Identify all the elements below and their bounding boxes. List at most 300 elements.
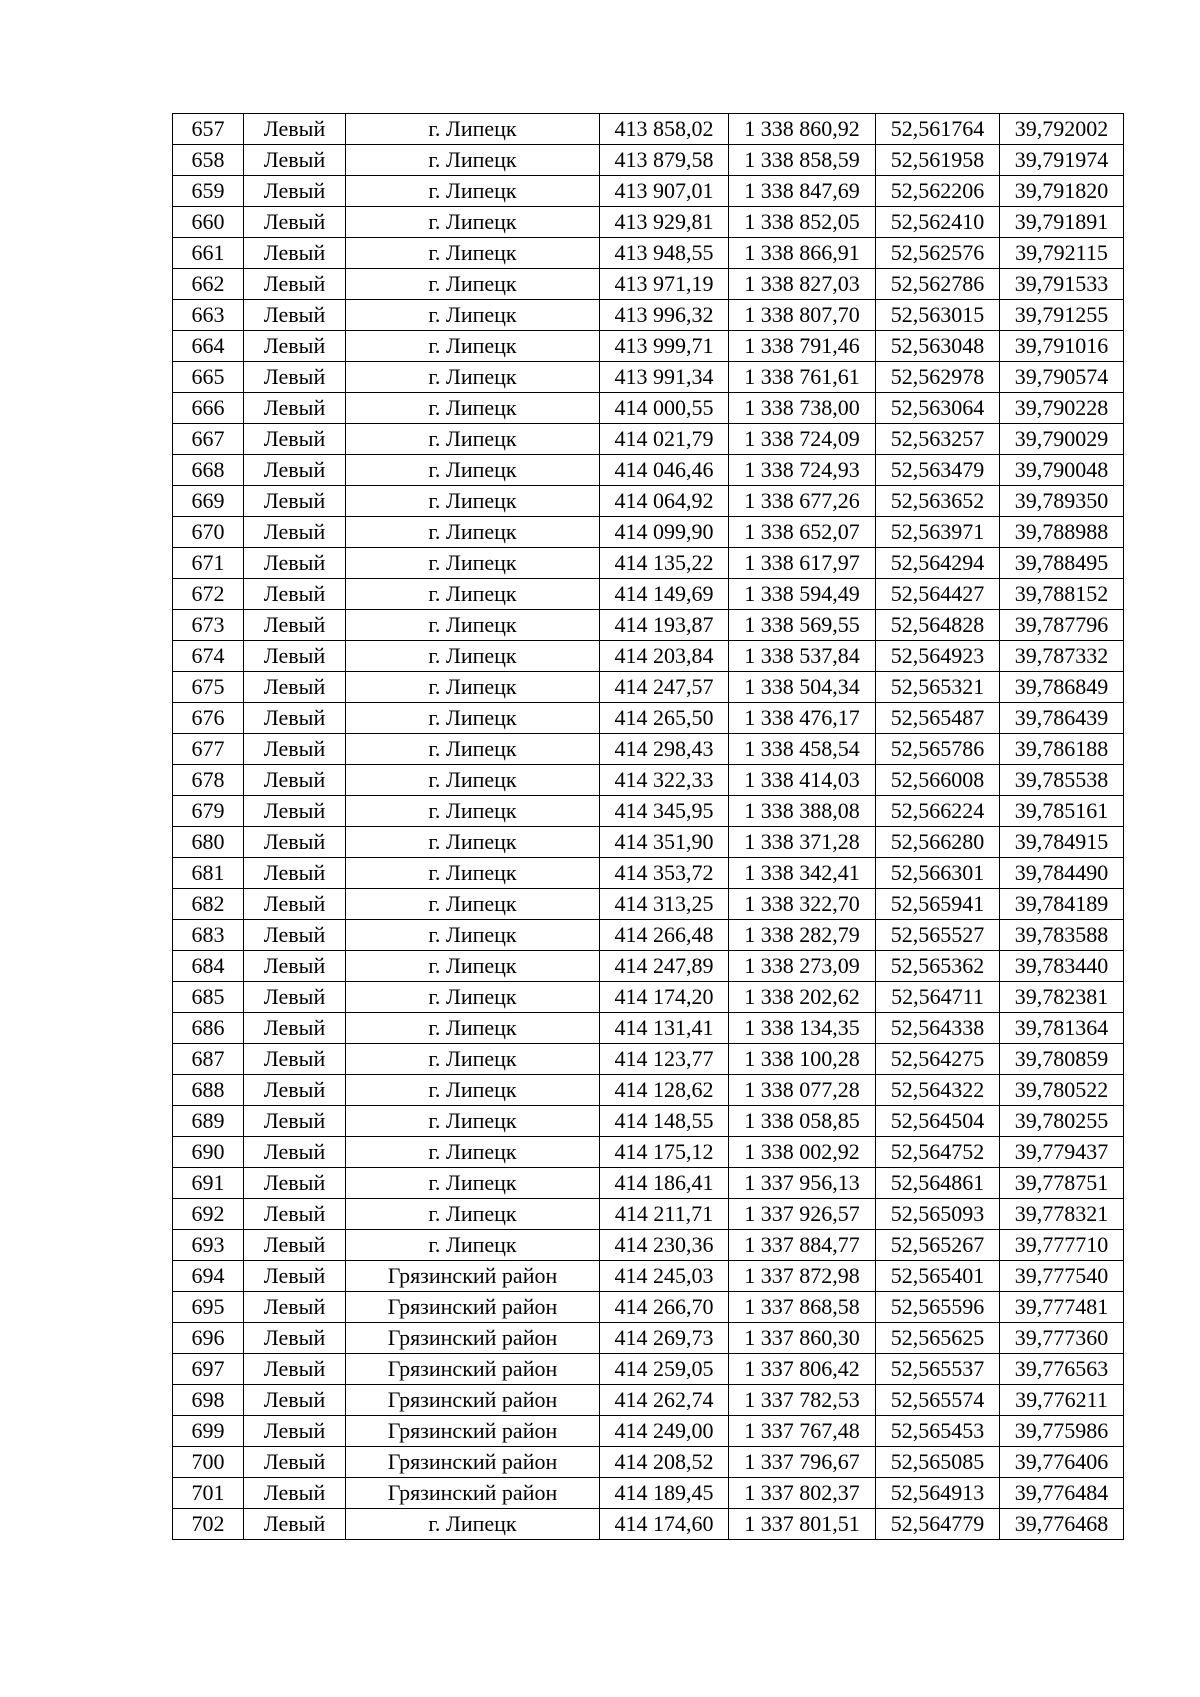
latitude-cell: 52,564779 — [876, 1509, 1000, 1540]
latitude-cell: 52,566301 — [876, 858, 1000, 889]
longitude-cell: 39,790574 — [1000, 362, 1124, 393]
bank-side-cell: Левый — [244, 300, 346, 331]
table-row — [173, 1478, 1124, 1509]
latitude-cell: 52,564923 — [876, 641, 1000, 672]
table-row — [173, 765, 1124, 796]
coordinates-table — [172, 113, 1124, 1540]
latitude-cell: 52,565321 — [876, 672, 1000, 703]
bank-side-cell: Левый — [244, 579, 346, 610]
bank-side-cell: Левый — [244, 1106, 346, 1137]
latitude-cell: 52,564828 — [876, 610, 1000, 641]
longitude-cell: 39,783440 — [1000, 951, 1124, 982]
bank-side-cell: Левый — [244, 1385, 346, 1416]
latitude-cell: 52,564427 — [876, 579, 1000, 610]
coord-y-cell: 1 337 884,77 — [729, 1230, 876, 1261]
latitude-cell: 52,565625 — [876, 1323, 1000, 1354]
territory-cell: г. Липецк — [346, 207, 600, 238]
bank-side-cell: Левый — [244, 1168, 346, 1199]
point-number-cell: 689 — [173, 1106, 244, 1137]
coord-y-cell: 1 338 322,70 — [729, 889, 876, 920]
latitude-cell: 52,562978 — [876, 362, 1000, 393]
table-row — [173, 548, 1124, 579]
latitude-cell: 52,564504 — [876, 1106, 1000, 1137]
point-number-cell: 680 — [173, 827, 244, 858]
longitude-cell: 39,783588 — [1000, 920, 1124, 951]
bank-side-cell: Левый — [244, 1044, 346, 1075]
coord-y-cell: 1 338 342,41 — [729, 858, 876, 889]
coord-x-cell: 414 265,50 — [600, 703, 729, 734]
longitude-cell: 39,784189 — [1000, 889, 1124, 920]
latitude-cell: 52,565401 — [876, 1261, 1000, 1292]
latitude-cell: 52,562206 — [876, 176, 1000, 207]
coord-x-cell: 414 262,74 — [600, 1385, 729, 1416]
latitude-cell: 52,566224 — [876, 796, 1000, 827]
coord-y-cell: 1 338 100,28 — [729, 1044, 876, 1075]
territory-cell: г. Липецк — [346, 393, 600, 424]
territory-cell: г. Липецк — [346, 796, 600, 827]
point-number-cell: 690 — [173, 1137, 244, 1168]
coord-y-cell: 1 338 761,61 — [729, 362, 876, 393]
longitude-cell: 39,785538 — [1000, 765, 1124, 796]
coord-x-cell: 414 266,48 — [600, 920, 729, 951]
bank-side-cell: Левый — [244, 858, 346, 889]
territory-cell: г. Липецк — [346, 889, 600, 920]
territory-cell: г. Липецк — [346, 765, 600, 796]
coord-y-cell: 1 338 414,03 — [729, 765, 876, 796]
coord-x-cell: 414 174,60 — [600, 1509, 729, 1540]
territory-cell: г. Липецк — [346, 238, 600, 269]
bank-side-cell: Левый — [244, 1509, 346, 1540]
point-number-cell: 700 — [173, 1447, 244, 1478]
latitude-cell: 52,566280 — [876, 827, 1000, 858]
point-number-cell: 661 — [173, 238, 244, 269]
coordinates-table-body — [173, 114, 1124, 1540]
coord-x-cell: 414 203,84 — [600, 641, 729, 672]
latitude-cell: 52,565596 — [876, 1292, 1000, 1323]
bank-side-cell: Левый — [244, 362, 346, 393]
table-row — [173, 238, 1124, 269]
table-row — [173, 1323, 1124, 1354]
territory-cell: г. Липецк — [346, 1137, 600, 1168]
latitude-cell: 52,561958 — [876, 145, 1000, 176]
bank-side-cell: Левый — [244, 1478, 346, 1509]
table-row — [173, 672, 1124, 703]
coord-y-cell: 1 338 202,62 — [729, 982, 876, 1013]
longitude-cell: 39,775986 — [1000, 1416, 1124, 1447]
point-number-cell: 675 — [173, 672, 244, 703]
coord-y-cell: 1 338 791,46 — [729, 331, 876, 362]
coord-y-cell: 1 337 956,13 — [729, 1168, 876, 1199]
table-row — [173, 858, 1124, 889]
coord-y-cell: 1 338 594,49 — [729, 579, 876, 610]
latitude-cell: 52,565487 — [876, 703, 1000, 734]
territory-cell: г. Липецк — [346, 951, 600, 982]
longitude-cell: 39,789350 — [1000, 486, 1124, 517]
latitude-cell: 52,565786 — [876, 734, 1000, 765]
bank-side-cell: Левый — [244, 672, 346, 703]
coord-y-cell: 1 337 802,37 — [729, 1478, 876, 1509]
bank-side-cell: Левый — [244, 145, 346, 176]
coord-y-cell: 1 338 738,00 — [729, 393, 876, 424]
coord-x-cell: 414 128,62 — [600, 1075, 729, 1106]
bank-side-cell: Левый — [244, 207, 346, 238]
table-row — [173, 331, 1124, 362]
latitude-cell: 52,563652 — [876, 486, 1000, 517]
coord-x-cell: 414 247,57 — [600, 672, 729, 703]
territory-cell: г. Липецк — [346, 1199, 600, 1230]
point-number-cell: 691 — [173, 1168, 244, 1199]
longitude-cell: 39,791255 — [1000, 300, 1124, 331]
coord-x-cell: 414 193,87 — [600, 610, 729, 641]
longitude-cell: 39,791974 — [1000, 145, 1124, 176]
coord-y-cell: 1 338 617,97 — [729, 548, 876, 579]
point-number-cell: 659 — [173, 176, 244, 207]
coord-x-cell: 414 208,52 — [600, 1447, 729, 1478]
bank-side-cell: Левый — [244, 889, 346, 920]
territory-cell: г. Липецк — [346, 548, 600, 579]
latitude-cell: 52,563479 — [876, 455, 1000, 486]
table-row — [173, 1044, 1124, 1075]
territory-cell: г. Липецк — [346, 579, 600, 610]
coord-x-cell: 414 175,12 — [600, 1137, 729, 1168]
coord-y-cell: 1 337 872,98 — [729, 1261, 876, 1292]
territory-cell: г. Липецк — [346, 362, 600, 393]
latitude-cell: 52,566008 — [876, 765, 1000, 796]
point-number-cell: 667 — [173, 424, 244, 455]
longitude-cell: 39,788988 — [1000, 517, 1124, 548]
table-row — [173, 424, 1124, 455]
territory-cell: г. Липецк — [346, 703, 600, 734]
longitude-cell: 39,791891 — [1000, 207, 1124, 238]
coord-x-cell: 414 249,00 — [600, 1416, 729, 1447]
coord-y-cell: 1 338 860,92 — [729, 114, 876, 145]
bank-side-cell: Левый — [244, 641, 346, 672]
latitude-cell: 52,565085 — [876, 1447, 1000, 1478]
bank-side-cell: Левый — [244, 920, 346, 951]
coord-x-cell: 414 135,22 — [600, 548, 729, 579]
latitude-cell: 52,564861 — [876, 1168, 1000, 1199]
point-number-cell: 693 — [173, 1230, 244, 1261]
point-number-cell: 695 — [173, 1292, 244, 1323]
point-number-cell: 678 — [173, 765, 244, 796]
longitude-cell: 39,786849 — [1000, 672, 1124, 703]
coord-y-cell: 1 338 273,09 — [729, 951, 876, 982]
territory-cell: г. Липецк — [346, 1509, 600, 1540]
bank-side-cell: Левый — [244, 827, 346, 858]
point-number-cell: 674 — [173, 641, 244, 672]
latitude-cell: 52,563015 — [876, 300, 1000, 331]
table-row — [173, 1137, 1124, 1168]
bank-side-cell: Левый — [244, 1292, 346, 1323]
coord-y-cell: 1 338 371,28 — [729, 827, 876, 858]
bank-side-cell: Левый — [244, 548, 346, 579]
bank-side-cell: Левый — [244, 269, 346, 300]
longitude-cell: 39,780522 — [1000, 1075, 1124, 1106]
point-number-cell: 660 — [173, 207, 244, 238]
coord-x-cell: 414 123,77 — [600, 1044, 729, 1075]
point-number-cell: 668 — [173, 455, 244, 486]
territory-cell: г. Липецк — [346, 1230, 600, 1261]
longitude-cell: 39,787332 — [1000, 641, 1124, 672]
coord-y-cell: 1 338 724,93 — [729, 455, 876, 486]
territory-cell: г. Липецк — [346, 1013, 600, 1044]
table-row — [173, 889, 1124, 920]
territory-cell: г. Липецк — [346, 424, 600, 455]
point-number-cell: 681 — [173, 858, 244, 889]
bank-side-cell: Левый — [244, 1323, 346, 1354]
latitude-cell: 52,564711 — [876, 982, 1000, 1013]
table-row — [173, 145, 1124, 176]
bank-side-cell: Левый — [244, 114, 346, 145]
coord-x-cell: 414 174,20 — [600, 982, 729, 1013]
territory-cell: г. Липецк — [346, 610, 600, 641]
table-row — [173, 1385, 1124, 1416]
latitude-cell: 52,564913 — [876, 1478, 1000, 1509]
coord-x-cell: 414 000,55 — [600, 393, 729, 424]
bank-side-cell: Левый — [244, 486, 346, 517]
coord-y-cell: 1 338 724,09 — [729, 424, 876, 455]
coord-y-cell: 1 337 868,58 — [729, 1292, 876, 1323]
longitude-cell: 39,777540 — [1000, 1261, 1124, 1292]
coord-y-cell: 1 337 767,48 — [729, 1416, 876, 1447]
coord-x-cell: 414 186,41 — [600, 1168, 729, 1199]
coord-y-cell: 1 338 827,03 — [729, 269, 876, 300]
bank-side-cell: Левый — [244, 703, 346, 734]
table-row — [173, 1168, 1124, 1199]
bank-side-cell: Левый — [244, 765, 346, 796]
longitude-cell: 39,776563 — [1000, 1354, 1124, 1385]
table-row — [173, 827, 1124, 858]
table-row — [173, 393, 1124, 424]
coord-x-cell: 413 907,01 — [600, 176, 729, 207]
coord-x-cell: 414 046,46 — [600, 455, 729, 486]
coord-x-cell: 414 313,25 — [600, 889, 729, 920]
territory-cell: г. Липецк — [346, 145, 600, 176]
territory-cell: Грязинский район — [346, 1323, 600, 1354]
point-number-cell: 682 — [173, 889, 244, 920]
coord-x-cell: 414 259,05 — [600, 1354, 729, 1385]
longitude-cell: 39,790048 — [1000, 455, 1124, 486]
latitude-cell: 52,562576 — [876, 238, 1000, 269]
coord-x-cell: 413 929,81 — [600, 207, 729, 238]
coord-x-cell: 413 999,71 — [600, 331, 729, 362]
bank-side-cell: Левый — [244, 796, 346, 827]
bank-side-cell: Левый — [244, 734, 346, 765]
coord-y-cell: 1 338 866,91 — [729, 238, 876, 269]
territory-cell: г. Липецк — [346, 920, 600, 951]
table-row — [173, 579, 1124, 610]
point-number-cell: 684 — [173, 951, 244, 982]
bank-side-cell: Левый — [244, 176, 346, 207]
coord-y-cell: 1 338 458,54 — [729, 734, 876, 765]
territory-cell: г. Липецк — [346, 1044, 600, 1075]
coord-x-cell: 414 064,92 — [600, 486, 729, 517]
table-row — [173, 1447, 1124, 1478]
coord-y-cell: 1 338 677,26 — [729, 486, 876, 517]
point-number-cell: 672 — [173, 579, 244, 610]
coord-y-cell: 1 337 860,30 — [729, 1323, 876, 1354]
bank-side-cell: Левый — [244, 951, 346, 982]
coord-x-cell: 414 266,70 — [600, 1292, 729, 1323]
coord-x-cell: 414 351,90 — [600, 827, 729, 858]
table-row — [173, 1075, 1124, 1106]
point-number-cell: 702 — [173, 1509, 244, 1540]
point-number-cell: 687 — [173, 1044, 244, 1075]
point-number-cell: 665 — [173, 362, 244, 393]
longitude-cell: 39,791016 — [1000, 331, 1124, 362]
coord-x-cell: 414 269,73 — [600, 1323, 729, 1354]
territory-cell: г. Липецк — [346, 517, 600, 548]
longitude-cell: 39,778751 — [1000, 1168, 1124, 1199]
latitude-cell: 52,564322 — [876, 1075, 1000, 1106]
point-number-cell: 671 — [173, 548, 244, 579]
latitude-cell: 52,563048 — [876, 331, 1000, 362]
bank-side-cell: Левый — [244, 1137, 346, 1168]
coord-y-cell: 1 338 652,07 — [729, 517, 876, 548]
territory-cell: г. Липецк — [346, 269, 600, 300]
coord-x-cell: 413 879,58 — [600, 145, 729, 176]
coord-y-cell: 1 338 858,59 — [729, 145, 876, 176]
coord-y-cell: 1 338 807,70 — [729, 300, 876, 331]
table-row — [173, 1292, 1124, 1323]
table-row — [173, 176, 1124, 207]
territory-cell: г. Липецк — [346, 331, 600, 362]
latitude-cell: 52,562786 — [876, 269, 1000, 300]
coord-y-cell: 1 338 077,28 — [729, 1075, 876, 1106]
coord-y-cell: 1 338 852,05 — [729, 207, 876, 238]
coord-x-cell: 414 247,89 — [600, 951, 729, 982]
latitude-cell: 52,564752 — [876, 1137, 1000, 1168]
latitude-cell: 52,564294 — [876, 548, 1000, 579]
coord-x-cell: 414 230,36 — [600, 1230, 729, 1261]
point-number-cell: 677 — [173, 734, 244, 765]
longitude-cell: 39,788152 — [1000, 579, 1124, 610]
longitude-cell: 39,780255 — [1000, 1106, 1124, 1137]
territory-cell: Грязинский район — [346, 1385, 600, 1416]
coord-x-cell: 414 189,45 — [600, 1478, 729, 1509]
territory-cell: г. Липецк — [346, 455, 600, 486]
table-row — [173, 1230, 1124, 1261]
territory-cell: г. Липецк — [346, 1106, 600, 1137]
territory-cell: г. Липецк — [346, 641, 600, 672]
latitude-cell: 52,565527 — [876, 920, 1000, 951]
table-row — [173, 920, 1124, 951]
territory-cell: Грязинский район — [346, 1292, 600, 1323]
longitude-cell: 39,784490 — [1000, 858, 1124, 889]
latitude-cell: 52,564338 — [876, 1013, 1000, 1044]
coord-y-cell: 1 337 796,67 — [729, 1447, 876, 1478]
point-number-cell: 676 — [173, 703, 244, 734]
territory-cell: Грязинский район — [346, 1416, 600, 1447]
point-number-cell: 679 — [173, 796, 244, 827]
longitude-cell: 39,777360 — [1000, 1323, 1124, 1354]
longitude-cell: 39,792002 — [1000, 114, 1124, 145]
territory-cell: г. Липецк — [346, 486, 600, 517]
latitude-cell: 52,565941 — [876, 889, 1000, 920]
territory-cell: г. Липецк — [346, 982, 600, 1013]
bank-side-cell: Левый — [244, 1075, 346, 1106]
table-row — [173, 1416, 1124, 1447]
bank-side-cell: Левый — [244, 331, 346, 362]
point-number-cell: 692 — [173, 1199, 244, 1230]
bank-side-cell: Левый — [244, 1199, 346, 1230]
coord-x-cell: 414 131,41 — [600, 1013, 729, 1044]
table-row — [173, 734, 1124, 765]
table-row — [173, 1509, 1124, 1540]
bank-side-cell: Левый — [244, 517, 346, 548]
point-number-cell: 697 — [173, 1354, 244, 1385]
longitude-cell: 39,785161 — [1000, 796, 1124, 827]
table-row — [173, 517, 1124, 548]
table-row — [173, 951, 1124, 982]
bank-side-cell: Левый — [244, 1261, 346, 1292]
longitude-cell: 39,786439 — [1000, 703, 1124, 734]
bank-side-cell: Левый — [244, 610, 346, 641]
longitude-cell: 39,786188 — [1000, 734, 1124, 765]
table-row — [173, 1261, 1124, 1292]
longitude-cell: 39,782381 — [1000, 982, 1124, 1013]
bank-side-cell: Левый — [244, 982, 346, 1013]
longitude-cell: 39,779437 — [1000, 1137, 1124, 1168]
longitude-cell: 39,781364 — [1000, 1013, 1124, 1044]
coord-x-cell: 414 345,95 — [600, 796, 729, 827]
point-number-cell: 663 — [173, 300, 244, 331]
bank-side-cell: Левый — [244, 1013, 346, 1044]
longitude-cell: 39,780859 — [1000, 1044, 1124, 1075]
coord-x-cell: 414 148,55 — [600, 1106, 729, 1137]
table-row — [173, 610, 1124, 641]
longitude-cell: 39,778321 — [1000, 1199, 1124, 1230]
bank-side-cell: Левый — [244, 424, 346, 455]
longitude-cell: 39,776406 — [1000, 1447, 1124, 1478]
coord-y-cell: 1 338 282,79 — [729, 920, 876, 951]
territory-cell: г. Липецк — [346, 672, 600, 703]
point-number-cell: 662 — [173, 269, 244, 300]
point-number-cell: 698 — [173, 1385, 244, 1416]
coord-x-cell: 413 858,02 — [600, 114, 729, 145]
bank-side-cell: Левый — [244, 1230, 346, 1261]
bank-side-cell: Левый — [244, 238, 346, 269]
point-number-cell: 685 — [173, 982, 244, 1013]
territory-cell: г. Липецк — [346, 1168, 600, 1199]
coord-x-cell: 414 149,69 — [600, 579, 729, 610]
point-number-cell: 686 — [173, 1013, 244, 1044]
coord-y-cell: 1 338 847,69 — [729, 176, 876, 207]
table-row — [173, 455, 1124, 486]
coord-x-cell: 414 353,72 — [600, 858, 729, 889]
coord-x-cell: 413 991,34 — [600, 362, 729, 393]
coord-y-cell: 1 338 476,17 — [729, 703, 876, 734]
territory-cell: Грязинский район — [346, 1447, 600, 1478]
longitude-cell: 39,792115 — [1000, 238, 1124, 269]
point-number-cell: 664 — [173, 331, 244, 362]
coord-x-cell: 414 322,33 — [600, 765, 729, 796]
coord-x-cell: 414 245,03 — [600, 1261, 729, 1292]
latitude-cell: 52,565453 — [876, 1416, 1000, 1447]
coord-x-cell: 413 948,55 — [600, 238, 729, 269]
coord-y-cell: 1 338 058,85 — [729, 1106, 876, 1137]
point-number-cell: 673 — [173, 610, 244, 641]
point-number-cell: 701 — [173, 1478, 244, 1509]
longitude-cell: 39,777481 — [1000, 1292, 1124, 1323]
table-row — [173, 486, 1124, 517]
territory-cell: Грязинский район — [346, 1354, 600, 1385]
longitude-cell: 39,787796 — [1000, 610, 1124, 641]
territory-cell: Грязинский район — [346, 1478, 600, 1509]
latitude-cell: 52,561764 — [876, 114, 1000, 145]
coord-y-cell: 1 338 002,92 — [729, 1137, 876, 1168]
coord-y-cell: 1 337 801,51 — [729, 1509, 876, 1540]
